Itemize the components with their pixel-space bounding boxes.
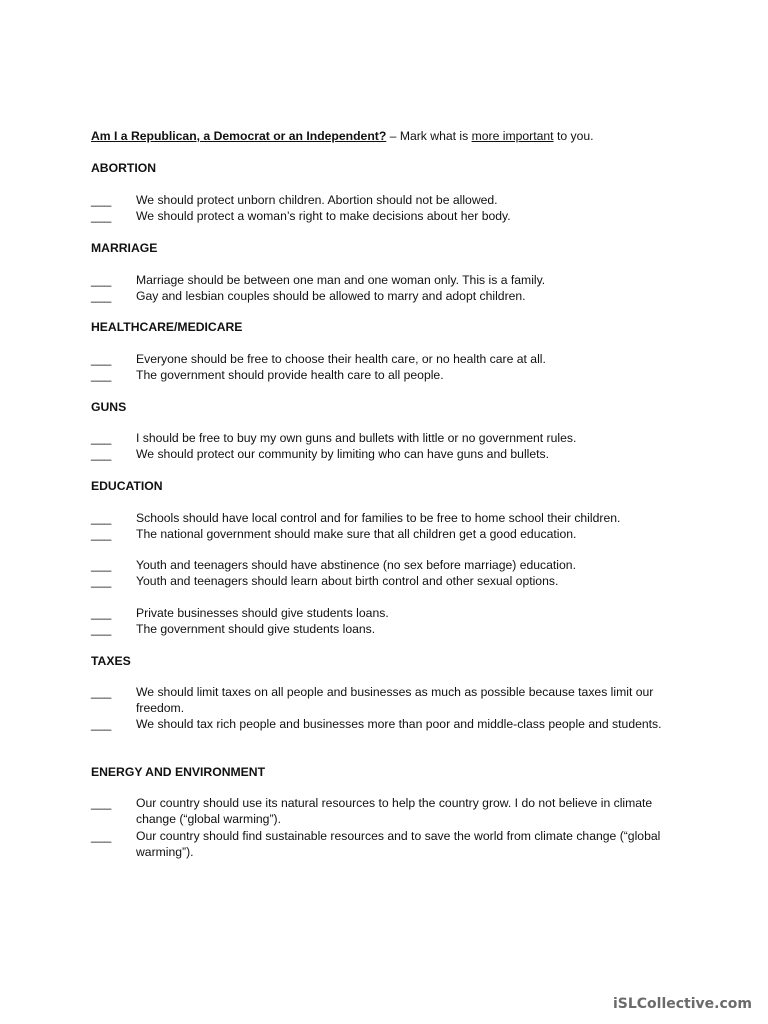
answer-blank[interactable]: ___ [91, 193, 112, 207]
statement-text: The government should provide health care to all people. [136, 368, 444, 382]
heading-healthcare: HEALTHCARE/MEDICARE [91, 320, 243, 334]
statement-text: We should protect our community by limiting who can have guns and bullets. [136, 447, 550, 461]
title-question: Am I a Republican, a Democrat or an Independent? [91, 129, 387, 143]
statement-text: Marriage should be between one man and one woman only. This is a family. [136, 273, 546, 287]
answer-blank[interactable]: ___ [91, 829, 112, 843]
answer-blank[interactable]: ___ [91, 209, 112, 223]
statement-text: We should tax rich people and businesses more than poor and middle-class people and students. [136, 717, 662, 731]
answer-blank[interactable]: ___ [91, 352, 112, 366]
worksheet-title [91, 128, 594, 144]
title-emphasis: more important [471, 129, 554, 143]
site-watermark: iSLCollective.com [612, 996, 752, 1012]
statement-text: I should be free to buy my own guns and bullets with little or no government rules. [136, 431, 577, 445]
answer-blank[interactable]: ___ [91, 685, 112, 699]
statement-text: Everyone should be free to choose their health care, or no health care at all. [136, 352, 546, 366]
statement-text: We should protect a woman’s right to make decisions about her body. [136, 209, 511, 223]
answer-blank[interactable]: ___ [91, 431, 112, 445]
heading-abortion: ABORTION [91, 161, 156, 175]
answer-blank[interactable]: ___ [91, 622, 112, 636]
heading-taxes: TAXES [91, 654, 131, 668]
statement-text: We should limit taxes on all people and businesses as much as possible because taxes limit our freedom. [136, 685, 654, 715]
statement-text: We should protect unborn children. Abortion should not be allowed. [136, 193, 498, 207]
answer-blank[interactable]: ___ [91, 289, 112, 303]
answer-blank[interactable]: ___ [91, 527, 112, 541]
heading-education: EDUCATION [91, 479, 163, 493]
answer-blank[interactable]: ___ [91, 368, 112, 382]
title-suffix: to you. [553, 129, 594, 143]
heading-energy-environment: ENERGY AND ENVIRONMENT [91, 765, 266, 779]
answer-blank[interactable]: ___ [91, 796, 112, 810]
statement-text: Our country should find sustainable resources and to save the world from climate change (“global warming”). [136, 829, 661, 859]
answer-blank[interactable]: ___ [91, 606, 112, 620]
statement-text: The government should give students loans. [136, 622, 376, 636]
statement-text: Youth and teenagers should have abstinence (no sex before marriage) education. [136, 558, 576, 572]
answer-blank[interactable]: ___ [91, 447, 112, 461]
statement-text: Gay and lesbian couples should be allowed to marry and adopt children. [136, 289, 526, 303]
answer-blank[interactable]: ___ [91, 574, 112, 588]
answer-blank[interactable]: ___ [91, 273, 112, 287]
statement-text: The national government should make sure that all children get a good education. [136, 527, 577, 541]
statement-text: Our country should use its natural resources to help the country grow. I do not believe in climate change (“global warming”). [136, 796, 653, 826]
statement-text: Youth and teenagers should learn about birth control and other sexual options. [136, 574, 559, 588]
statement-text: Private businesses should give students loans. [136, 606, 389, 620]
answer-blank[interactable]: ___ [91, 511, 112, 525]
answer-blank[interactable]: ___ [91, 717, 112, 731]
heading-marriage: MARRIAGE [91, 241, 158, 255]
title-dash: – Mark what is [386, 129, 472, 143]
statement-text: Schools should have local control and for families to be free to home school their children. [136, 511, 621, 525]
answer-blank[interactable]: ___ [91, 558, 112, 572]
heading-guns: GUNS [91, 400, 127, 414]
